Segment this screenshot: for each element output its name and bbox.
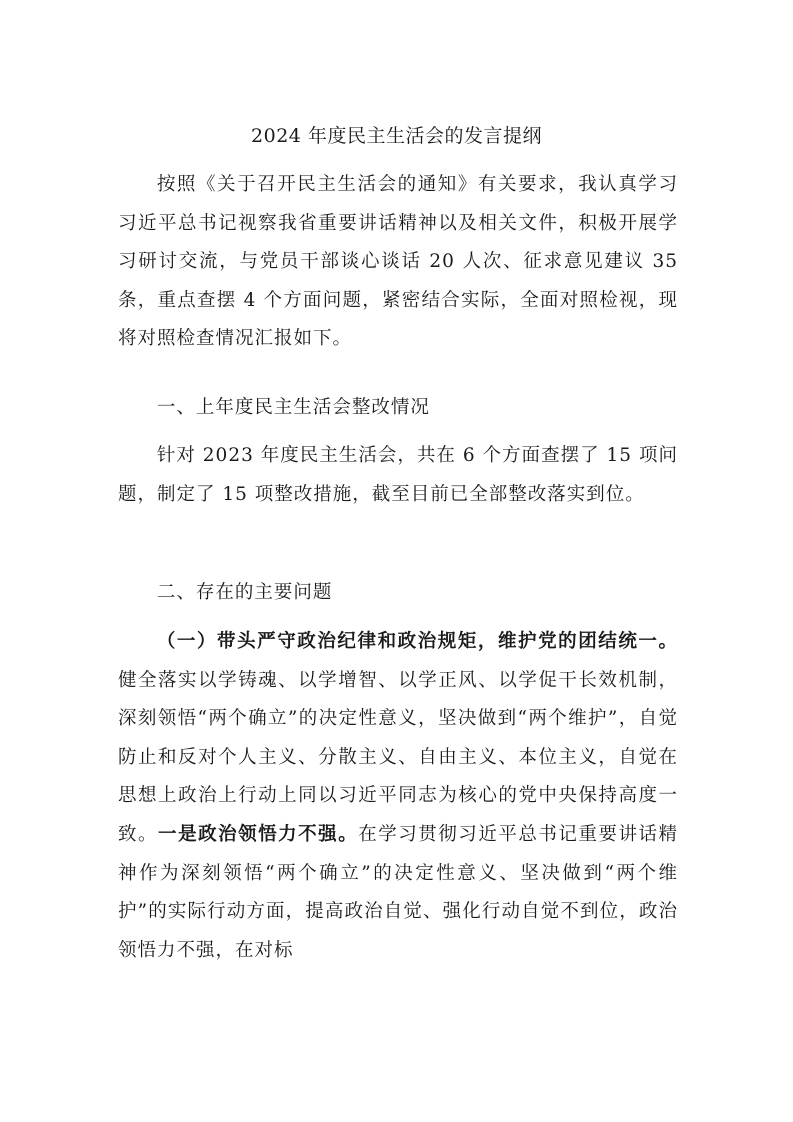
section-1-heading: 一、上年度民主生活会整改情况 bbox=[156, 397, 430, 418]
document-title: 2024 年度民主生活会的发言提纲 bbox=[251, 125, 542, 147]
section-1-paragraph: 针对 2023 年度民主生活会，共在 6 个方面查摆了 15 项问题，制定了 15 项整改措施，截至目前已全部整改落实到位。 bbox=[118, 445, 678, 505]
subsection-1-text: 健全落实以学铸魂、以学增智、以学正风、以学促干长效机制，深刻领悟“两个确立”的决定性意义，坚决做到“两个维护”，自觉防止和反对个人主义、分散主义、自由主义、本位主义，自觉在思想上政治上行动上同以习近平同志为核心的党中央保持高度一致。 bbox=[118, 669, 678, 845]
section-2-heading: 二、存在的主要问题 bbox=[156, 582, 333, 603]
intro-paragraph: 按照《关于召开民主生活会的通知》有关要求，我认真学习习近平总书记视察我省重要讲话精神以及相关文件，积极开展学习研讨交流，与党员干部谈心谈话 20 人次、征求意见建议 35 条，重点查摆 4 个方面问题，紧密结合实际，全面对照检视，现将对照检查情况汇报如下。 bbox=[118, 174, 678, 350]
subsection-1-heading: （一）带头严守政治纪律和政治规矩，维护党的团结统一。 bbox=[156, 631, 678, 652]
point-1-text: 在学习贯彻习近平总书记重要讲话精神作为深刻领悟“两个确立”的决定性意义、坚决做到“两个维护”的实际行动方面，提高政治自觉、强化行动自觉不到位，政治领悟力不强，在对标 bbox=[118, 823, 678, 961]
section-2-paragraph bbox=[118, 623, 678, 970]
point-1-heading: 一是政治领悟力不强。 bbox=[158, 823, 359, 845]
